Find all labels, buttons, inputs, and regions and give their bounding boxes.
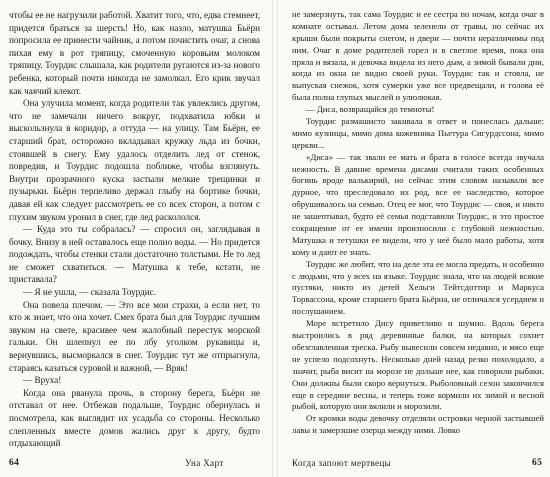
paragraph: — Я не ушла, — сказала Тоурдис. [23, 287, 157, 298]
paragraph: Когда она рванула прочь, в сторону берега, Бьёрн не отставал от нее. Отбежав подальше, Тоурдис обернулась и посмотрела, как выглядит их усадьба со стороны. Несколько слепленных вместе домов жались друг к другу, будто отдыхающий [9, 387, 260, 449]
paragraph: Тоурдис же любит, что на деле эта ее могла предать, и особенно с людьми, что у всех на языке. Тоурдис знала, что на людей всякие пустяки, никто из детей Хельги Тейтсдоттир и Маркуса Торвассона, кроме старшего брата Бьёрна, не отличался усердием и послушанием. [292, 258, 544, 317]
paragraph: От кромки воды девочку отделяли островки черной застывшей лавы и замерзшие озерца между ними. Ловко [292, 413, 544, 436]
paragraph: — Вруха! [23, 375, 62, 386]
left-page [0, 0, 272, 477]
page-number-left: 64 [9, 458, 20, 468]
paragraph: Она повела плечом. — Это все мои страхи, а если нет, то кто ж знает, что она хочет. Смех брата был для Тоурдис лучшим звуком на свете, красивее чем жалобный перестук морской гальки. Он шлепнул ее по лбу уголком рукавицы и, вернувшись, высморкался в снег. Тоурдис тут же отпрыгнула, стараясь казаться суровой и важной, — Вряк! [9, 299, 260, 373]
running-header-author: Уна Харт [185, 458, 224, 468]
paragraph: — Куда это ты собралась? — спросил он, заглядывая в бочку. Внизу в ней оставалось еще полно воды. — Но придется подождать, чтобы стенки стали достаточно толстыми. Не то лед не сможет схватиться. — Матушка к тебе, кстати, не приставала? [9, 224, 260, 285]
page-number-right: 65 [532, 458, 543, 468]
paragraph: — Диса, возвращайся до темноты! [306, 104, 435, 115]
paragraph: Море встретило Дису приветливо и шумно. Вдоль берега выстроились в ряд деревянные балки, на которых сохнет обезглавленная треска. Рыбу вывесили совсем недавно, и мясо еще не успело подсохнуть. Несколько дней назад резко похолодало, а значит, рыба висит на морозе не дольше нее, как говорили рыбаки. Они должны были скоро вернуться. Рыболовный сезон закончился еще в середине весны, и теперь тоже кормили их зимой и весной рыбой, которую они вялили и морозили. [292, 318, 544, 412]
left-page-text [9, 9, 260, 450]
paragraph: Тоурдис размашисто закивала в ответ и понеслась дальше: мимо кузницы, мимо дома кожевника Пьетура Сигурдссона, мимо церкви... [292, 116, 544, 150]
paragraph: не замерзнуть, так сама Тоурдис и ее сестра по ночам, когда очаг в комнате остывал. Летом дома зеленели от травы, но сейчас их крыши были покрыты снегом, и двери — почти неразличимы под ним. Очаг в доме родителей горел и в светлое время, пока она пряла и вязала, и девочка видела из него дым, а зимой бывали дни, когда из окна не видно своей руки. Тоурдис так и стояла, не выпуская снежок, хотя сумерки уже все предвещали, и голова её была полна глупых мыслей и улюлюкая. [292, 9, 544, 103]
right-page [278, 0, 550, 477]
right-page-text [292, 9, 544, 437]
paragraph: Она улучила момент, когда родители так увлеклись другом, что не замечали ничего вокруг, подхватила юбки и выскользнула в коридор, а оттуда — на улицу. Там Бьёрн, ее старший брат, осторожно вкладывал кружку льда из бочки, стоявшей в снегу. Ему удалось отделить лед от стенок, повредив, и Тоурдис подошла поближе, чтобы взглянуть. Внутри прозрачного куска застыли мелкие трещинки и пузырьки. Бьёрн терпеливо держал глыбу на бортике бочки, давая ей как следует рассмотреть ее со всех сторон, а потом с глухим звуком уронил в снег, где лед раскололся. [9, 98, 260, 222]
paragraph: «Диса» — так звали ее мать и брата в голосе всегда звучала нежность. В давние времена дисами считали таких особенных богинь вроде валькирий, но сейчас этим словом называли все дурное, что преследовало их род, все ее наследство, которое обрушивалось на семью. Отец ее мог, что Тоурдис — своя, и никто не зашептывал, будто её семья подставили Тоурдис, и это простое сокращение от ее имени произносили с глубокой нежностью. Матушка и тетушки ее видели, что у неё было мало работы, хотя кому и дают ее знать. [292, 151, 544, 257]
paragraph: чтобы ее не нагрузили работой. Хватит того, что, едва стемнеет, придется браться за шерсть! Но, как назло, матушка Бьёрн попросила ее принести чайник, а потом почистить очаг, а снова пихая ему в рот тряпицу, смоченную коровьим молоком тряпицу. Тоурдис слышала, как родители ругаются из-за нового ребенка, который почти никогда не замолкал. Его крик звучал как чаячий клекот. [9, 10, 260, 96]
running-header-title: Когда запоют мертвецы [292, 458, 392, 468]
